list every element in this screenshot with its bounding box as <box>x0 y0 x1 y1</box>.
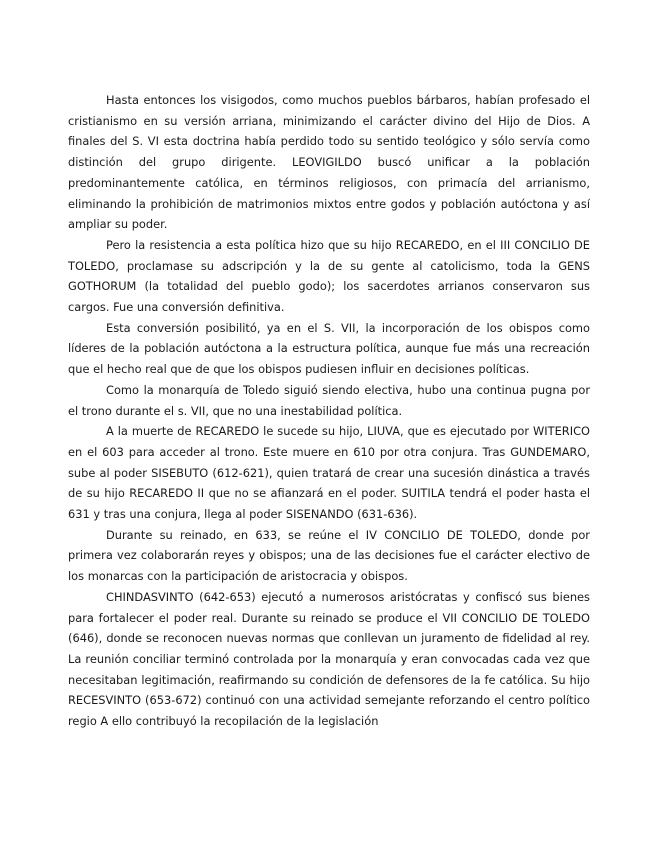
paragraph-monarquia: Como la monarquía de Toledo siguió siendo electiva, hubo una continua pugna por el trono durante el s. VII, que no una inestabilidad política. <box>68 382 590 418</box>
document-page <box>68 90 590 732</box>
paragraph-sucesion: A la muerte de RECAREDO le sucede su hijo, LIUVA, que es ejecutado por WITERICO en el 603 para acceder al trono. Este muere en 610 por otra conjura. Tras GUNDEMARO, sube al poder SISEBUTO (612-621), quien tratará de crear una sucesión dinástica a través de su hijo RECAREDO II que no se afianzará en el poder. SUITILA tendrá el poder hasta el 631 y tras una conjura, llega al poder SISENANDO (631-636). <box>68 424 590 522</box>
paragraph-iv-concilio: Durante su reinado, en 633, se reúne el IV CONCILIO DE TOLEDO, donde por primera vez colaborarán reyes y obispos; una de las decisiones fue el carácter electivo de los monarcas con la participación de aristocracia y obispos. <box>68 527 590 584</box>
paragraph-conversion: Esta conversión posibilitó, ya en el S. VII, la incorporación de los obispos como líderes de la población autóctona a la estructura política, aunque fue más una recreación que el hecho real que de que los obispos pudiesen influir en decisiones políticas. <box>68 320 590 377</box>
paragraph-chindasvinto: CHINDASVINTO (642-653) ejecutó a numerosos aristócratas y confiscó sus bienes para fortalecer el poder real. Durante su reinado se produce el VII CONCILIO DE TOLEDO (646), donde se reconocen nuevas normas que conllevan un juramento de fidelidad al rey. La reunión conciliar terminó controlada por la monarquía y eran convocadas cada vez que necesitaban legitimación, reafirmando su condición de defensores de la fe católica. Su hijo RECESVINTO (653-672) continuó con una actividad semejante reforzando el centro político regio A ello contribuyó la recopilación de la legislación <box>68 589 590 729</box>
paragraph-arrianismo: Hasta entonces los visigodos, como muchos pueblos bárbaros, habían profesado el cristianismo en su versión arriana, minimizando el carácter divino del Hijo de Dios. A finales del S. VI esta doctrina había perdido todo su sentido teológico y sólo servía como distinción del grupo dirigente. LEOVIGILDO buscó unificar a la población predominantemente católica, en términos religiosos, con primacía del arrianismo, eliminando la prohibición de matrimonios mixtos entre godos y población autóctona y así ampliar su poder. <box>68 93 590 232</box>
paragraph-recaredo: Pero la resistencia a esta política hizo que su hijo RECAREDO, en el III CONCILIO DE TOLEDO, proclamase su adscripción y la de su gente al catolicismo, toda la GENS GOTHORUM (la totalidad del pueblo godo); los sacerdotes arrianos conservaron sus cargos. Fue una conversión definitiva. <box>68 237 590 315</box>
